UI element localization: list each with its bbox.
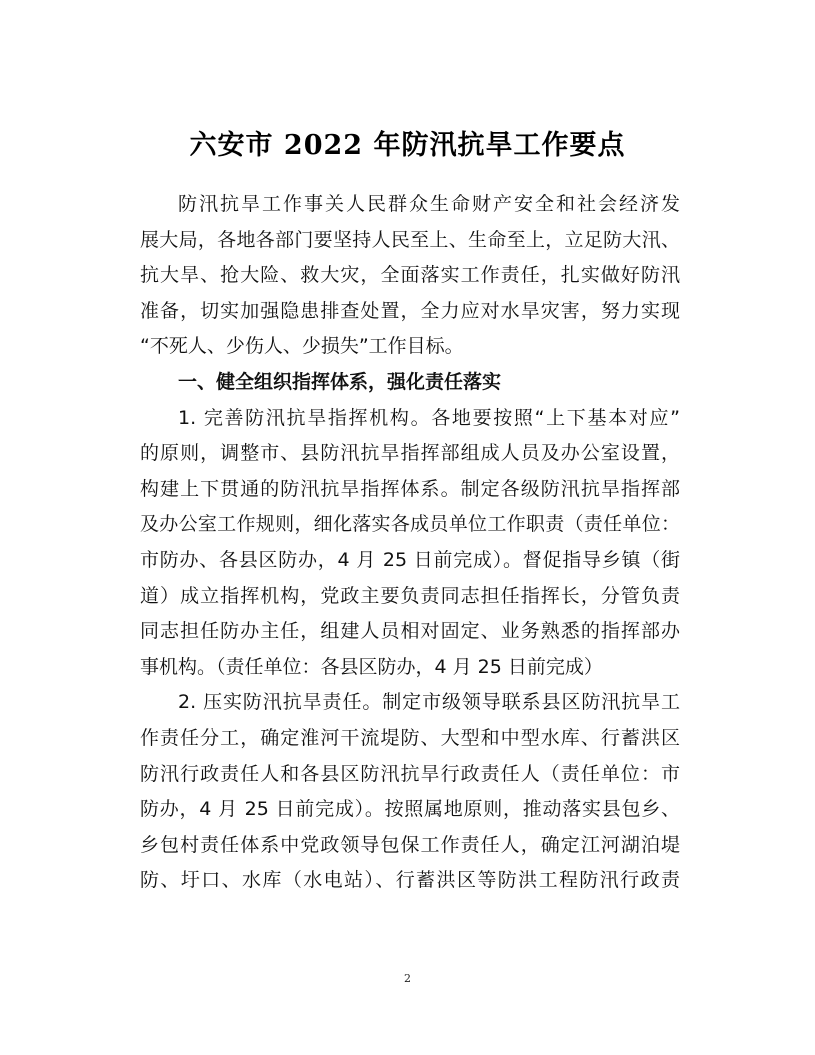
section-heading: 一、健全组织指挥体系，强化责任落实 — [178, 370, 502, 393]
paragraph-line: 市防办、各县区防办，4 月 25 日前完成）。督促指导乡镇（街 — [140, 548, 680, 571]
document-body — [140, 187, 680, 899]
paragraph-line: 1. 完善防汛抗旱指挥机构。各地要按照“上下基本对应” — [178, 406, 680, 429]
paragraph-line: 防汛抗旱工作事关人民群众生命财产安全和社会经济发 — [178, 193, 680, 215]
document-title: 六安市 2022 年防汛抗旱工作要点 — [189, 130, 626, 161]
paragraph-line: 2. 压实防汛抗旱责任。制定市级领导联系县区防汛抗旱工 — [178, 691, 680, 714]
paragraph-line: “不死人、少伤人、少损失”工作目标。 — [140, 335, 464, 358]
paragraph-line: 防汛行政责任人和各县区防汛抗旱行政责任人（责任单位：市 — [140, 762, 680, 785]
paragraph-line: 的原则，调整市、县防汛抗旱指挥部组成人员及办公室设置， — [140, 442, 680, 465]
paragraph-line: 同志担任防办主任，组建人员相对固定、业务熟悉的指挥部办 — [140, 620, 680, 643]
paragraph-line: 作责任分工，确定淮河干流堤防、大型和中型水库、行蓄洪区 — [140, 726, 680, 749]
paragraph-line: 道）成立指挥机构，党政主要负责同志担任指挥长，分管负责 — [140, 584, 680, 607]
paragraph-line: 准备，切实加强隐患排查处置，全力应对水旱灾害，努力实现 — [140, 299, 680, 322]
paragraph-line: 事机构。（责任单位：各县区防办，4 月 25 日前完成） — [140, 655, 603, 678]
paragraph-line: 及办公室工作规则，细化落实各成员单位工作职责（责任单位： — [140, 513, 680, 536]
page-number: 2 — [404, 972, 411, 985]
paragraph-line: 展大局，各地各部门要坚持人民至上、生命至上，立足防大汛、 — [140, 228, 680, 251]
paragraph-line: 乡包村责任体系中党政领导包保工作责任人，确定江河湖泊堤 — [140, 833, 680, 856]
paragraph-line: 防办，4 月 25 日前完成）。按照属地原则，推动落实县包乡、 — [140, 798, 680, 821]
paragraph-line: 抗大旱、抢大险、救大灾，全面落实工作责任，扎实做好防汛 — [140, 264, 680, 287]
paragraph-line: 构建上下贯通的防汛抗旱指挥体系。制定各级防汛抗旱指挥部 — [140, 477, 680, 500]
paragraph-line: 防、圩口、水库（水电站）、行蓄洪区等防洪工程防汛行政责 — [140, 869, 680, 892]
